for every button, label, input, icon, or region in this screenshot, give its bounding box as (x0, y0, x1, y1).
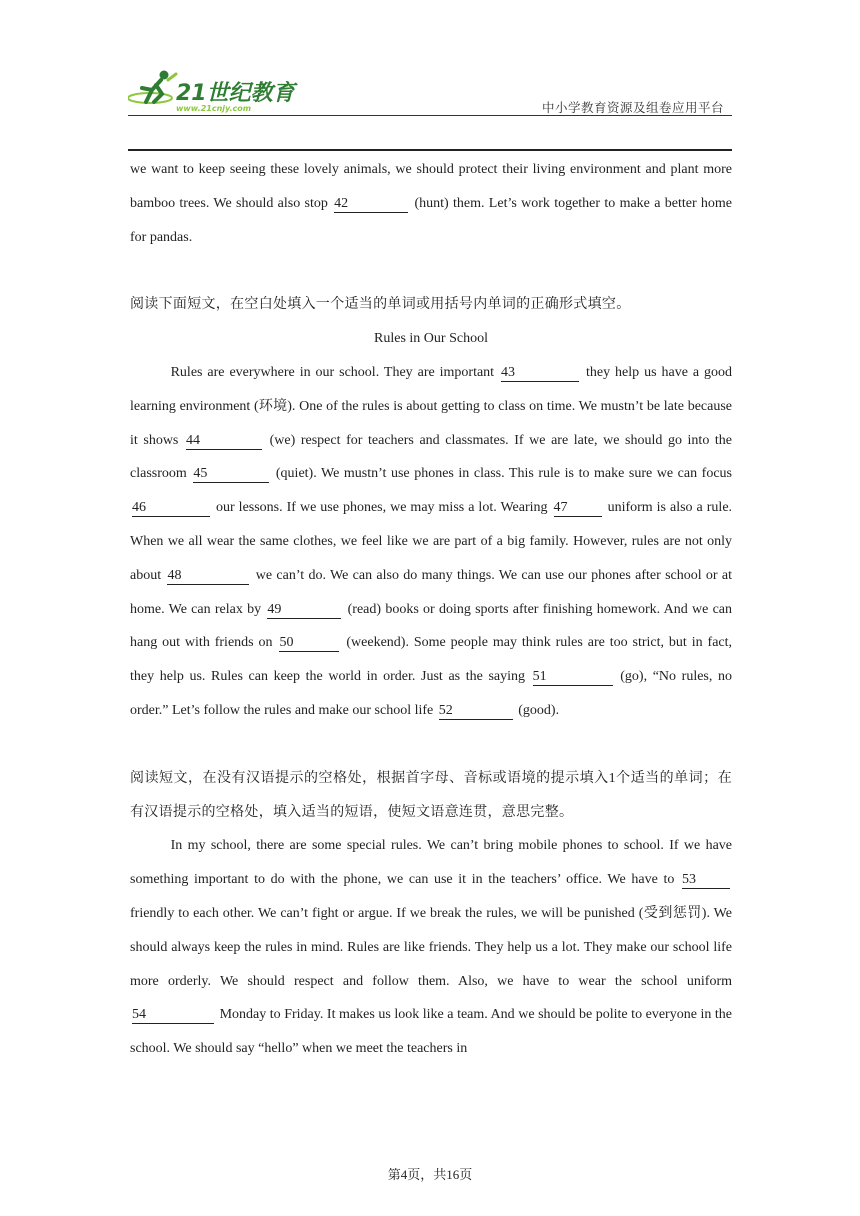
blank-42[interactable]: 42 (334, 196, 408, 213)
logo (128, 66, 308, 116)
content-top-rule (128, 149, 732, 151)
blank-53[interactable]: 53 (682, 872, 730, 889)
section1-instruction: 阅读下面短文，在空白处填入一个适当的单词或用括号内单词的正确形式填空。 (130, 297, 631, 313)
blank-48[interactable]: 48 (167, 568, 249, 585)
blank-49[interactable]: 49 (267, 602, 341, 619)
blank-44[interactable]: 44 (186, 433, 262, 450)
blank-54[interactable]: 54 (132, 1007, 214, 1024)
section1-passage: Rules are everywhere in our school. They are important 43 they help us have a good learning environment (环境). One of the rules is about getting to class on time. We mustn’t be late because it shows 44 (we) respect for teachers and classmates. If we are late, we should go into the classroom 45 (quiet). We mustn’t use phones in class. This rule is to make sure we can focus 46 our lessons. If we use phones, we may miss a lot. Wearing 47 uniform is also a rule. When we all wear the same clothes, we feel like we are part of a big family. However, rules are not only about 48 we can’t do. We can also do many things. We can use our phones after school or at home. We can relax by 49 (read) books or doing sports after finishing homework. And we can hang out with friends on 50 (weekend). Some people may think rules are too strict, but in fact, they help us. Rules can keep the world in order. Just as the saying 51 (go), “No rules, no order.” Let’s follow the rules and make our school life 52 (good). (130, 364, 733, 718)
svg-text:www.21cnjy.com: www.21cnjy.com (176, 104, 252, 113)
blank-50[interactable]: 50 (279, 635, 339, 652)
document-body (130, 153, 732, 1066)
passage-title: Rules in Our School (374, 331, 488, 347)
svg-text:21世纪教育: 21世纪教育 (176, 81, 295, 106)
blank-43[interactable]: 43 (501, 365, 579, 382)
continuation-paragraph: we want to keep seeing these lovely animals, we should protect their living environment and plant more bamboo trees. We should also stop 42 (hunt) them. Let’s work together to make a better home for pandas. (130, 162, 733, 245)
blank-46[interactable]: 46 (132, 500, 210, 517)
blank-47[interactable]: 47 (554, 500, 602, 517)
section2-instruction: 阅读短文，在没有汉语提示的空格处，根据首字母、音标或语境的提示填入1个适当的单词；在有汉语提示的空格处，填入适当的短语，使短文语意连贯，意思完整。 (130, 770, 732, 820)
blank-51[interactable]: 51 (533, 669, 613, 686)
page-header (128, 66, 732, 120)
page-number: 第4页，共16页 (387, 1167, 473, 1182)
section2-passage: In my school, there are some special rules. We can’t bring mobile phones to school. If we have something important to do with the phone, we can use it in the teachers’ office. We have to 53 friendly to each other. We can’t fight or argue. If we break the rules, we will be punished (受到惩罚). We should always keep the rules in mind. Rules are like friends. They help us a lot. They make our school life more orderly. We should respect and follow them. Also, we have to wear the school uniform 54 Monday to Friday. It makes us look like a team. And we should be polite to everyone in the school. We should say “hello” when we meet the teachers in (130, 838, 733, 1057)
platform-name: 中小学教育资源及组卷应用平台 (541, 101, 724, 115)
blank-45[interactable]: 45 (193, 466, 269, 483)
header-divider (128, 115, 732, 116)
blank-52[interactable]: 52 (439, 703, 513, 720)
